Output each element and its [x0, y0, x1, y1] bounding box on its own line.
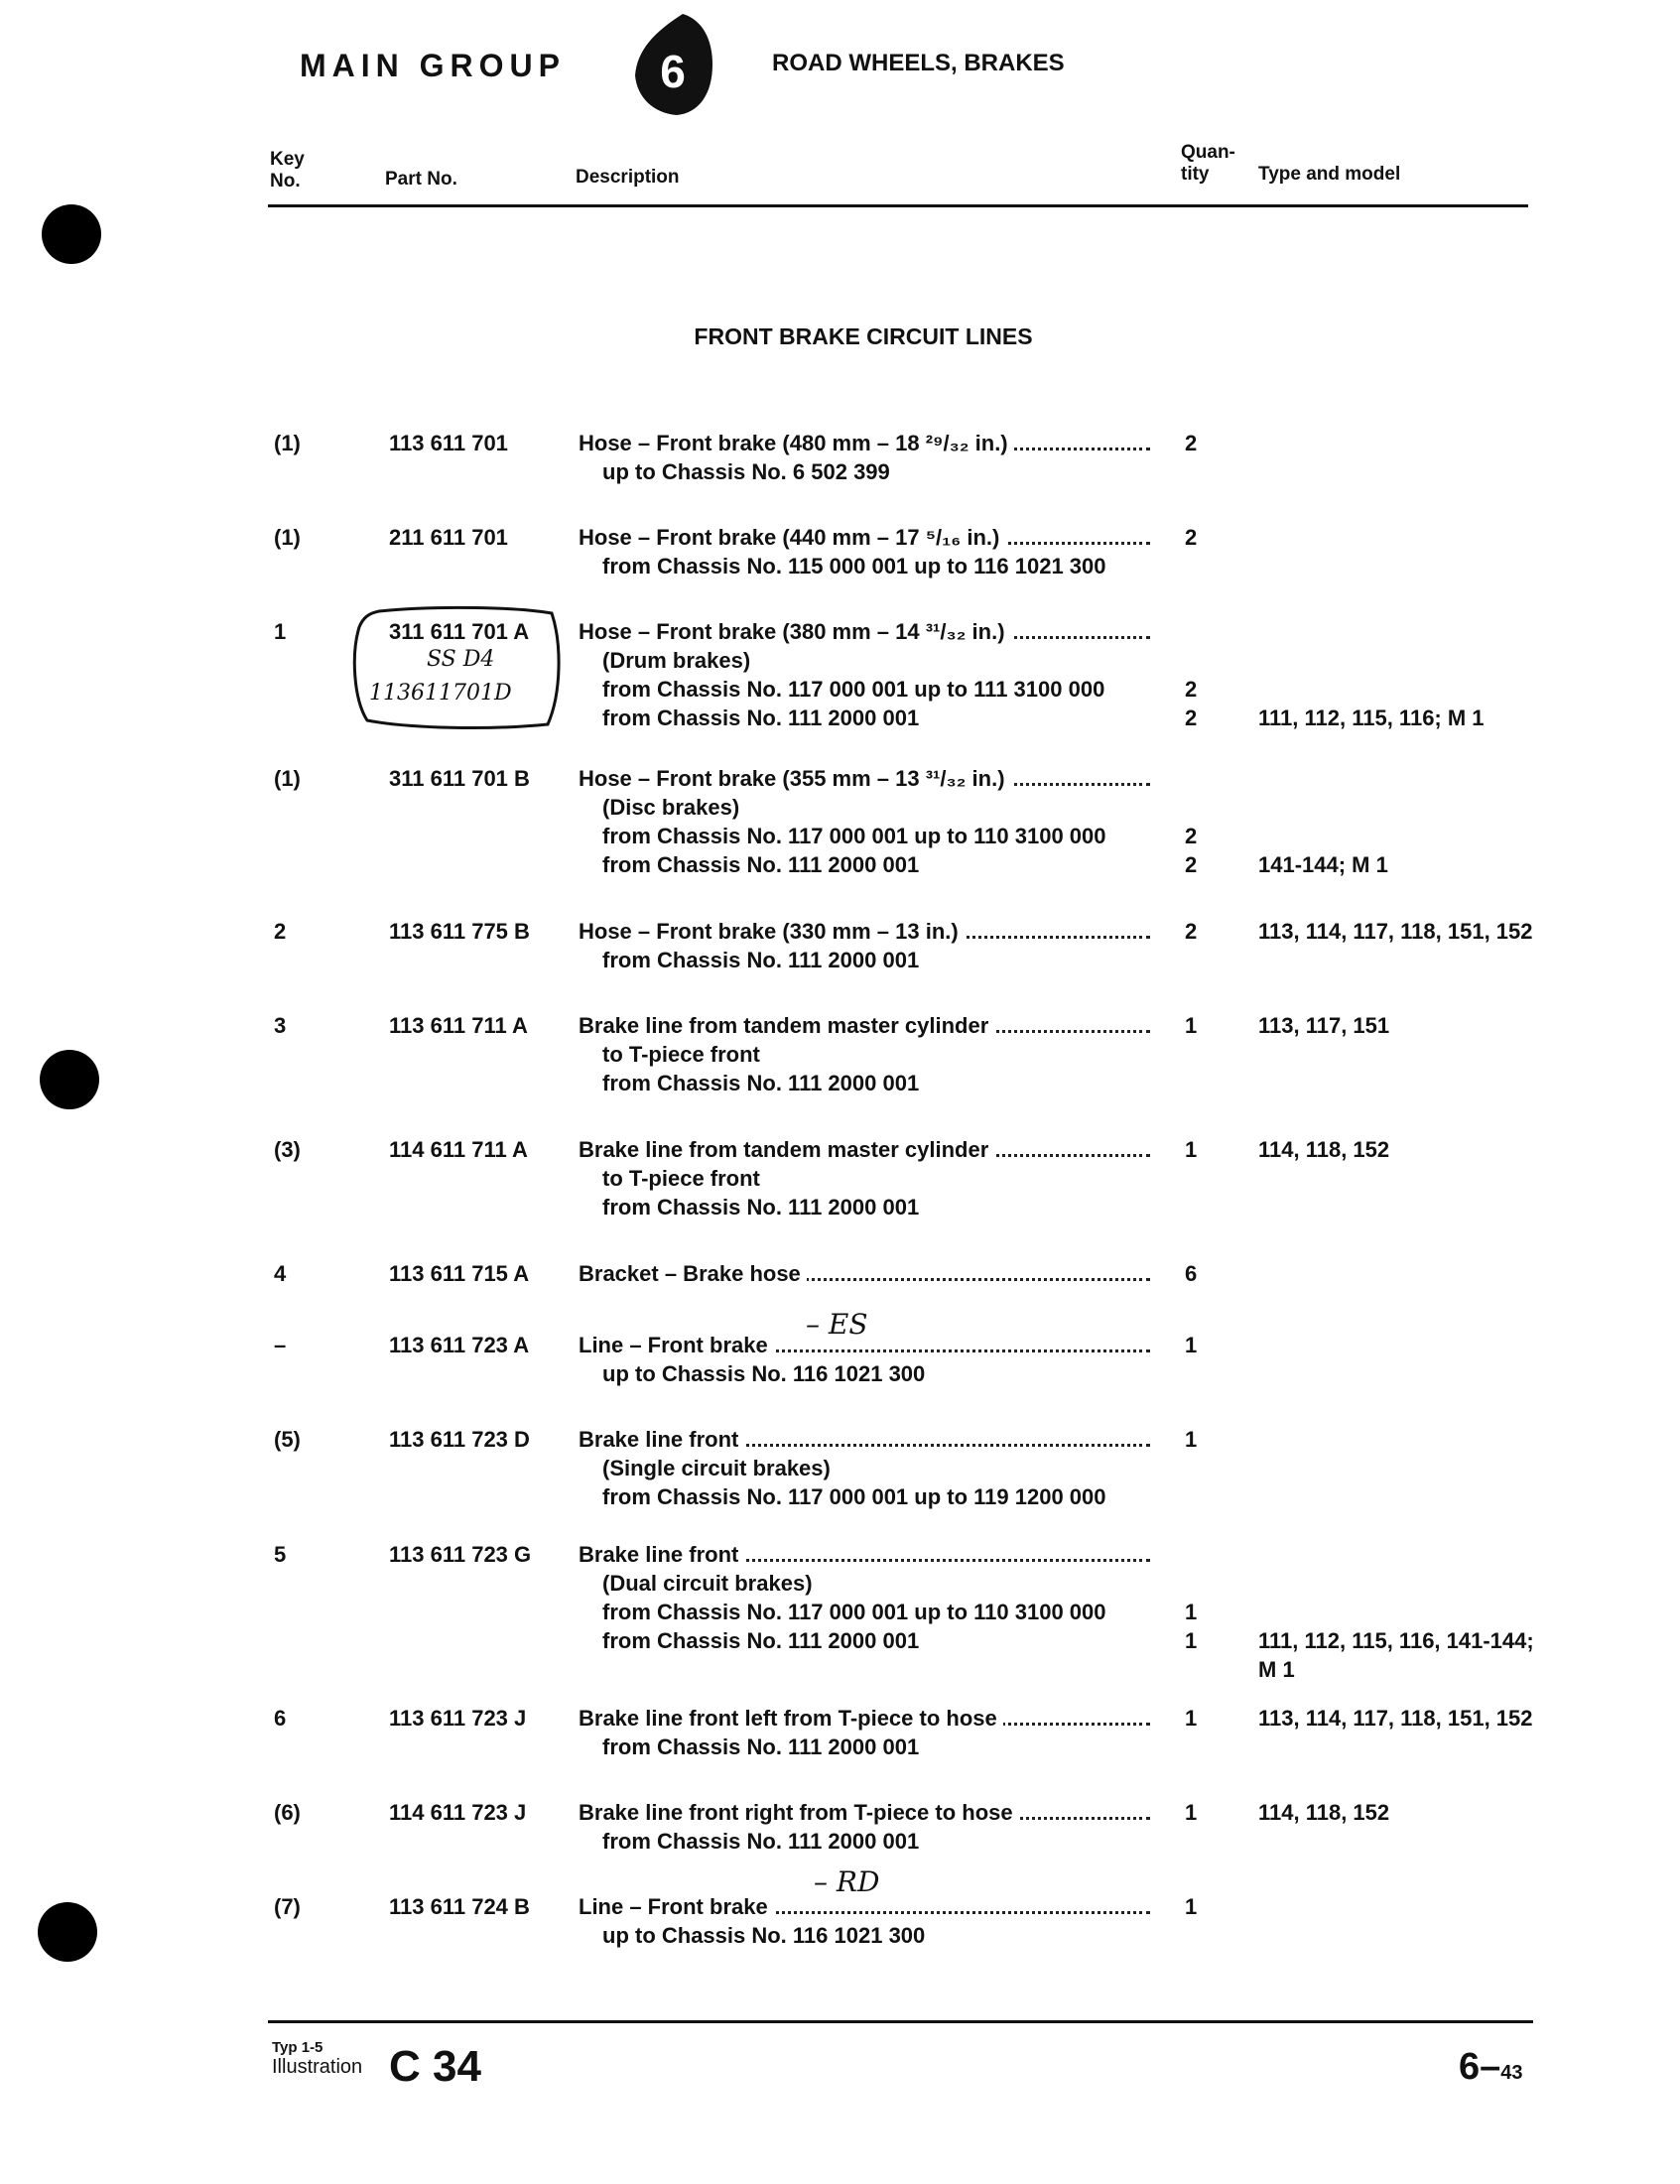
type-model-value: 111, 112, 115, 116, 141-144; [1258, 1628, 1534, 1653]
description-detail [579, 1569, 1154, 1598]
quantity-value: 1 [1185, 1427, 1198, 1452]
type-model [1258, 1892, 1556, 1950]
type-model-value [1258, 1454, 1556, 1482]
description-text: up to Chassis No. 6 502 399 [602, 459, 890, 484]
type-model [1258, 1704, 1556, 1761]
description-text: Hose – Front brake (330 mm – 13 in.) [579, 919, 965, 944]
description-main [579, 617, 1154, 646]
quantity-value [1185, 1359, 1215, 1388]
group-number-badge [633, 10, 714, 117]
type-model-value [1258, 1331, 1556, 1359]
quantity-value: 1 [1185, 1137, 1198, 1162]
description-main [579, 429, 1154, 457]
type-model-value [1258, 1733, 1556, 1761]
quantity-value [1185, 457, 1215, 486]
description-text: from Chassis No. 111 2000 001 [602, 948, 920, 972]
quantity-value [1185, 1454, 1215, 1482]
type-model-value: 113, 117, 151 [1258, 1013, 1390, 1038]
quantity [1185, 429, 1215, 486]
description-text: Brake line from tandem master cylinder [579, 1013, 994, 1038]
type-model [1258, 1425, 1556, 1511]
col-type-model: Type and model [1258, 164, 1401, 185]
key-no: (1) [274, 431, 301, 455]
description-text: Hose – Front brake (380 mm – 14 ³¹/₃₂ in.) [579, 619, 1011, 644]
description [579, 1704, 1154, 1761]
binder-hole-top [42, 204, 101, 264]
description-detail [579, 1069, 1154, 1097]
description-detail [579, 1482, 1154, 1511]
handwritten-note-1: SS D4 [427, 647, 495, 672]
col-description: Description [576, 167, 680, 188]
description-main [579, 1011, 1154, 1040]
quantity-value: 1 [1185, 1800, 1198, 1825]
page-number: 6–43 [1459, 2046, 1523, 2088]
type-model [1258, 1259, 1556, 1288]
type-model-value [1258, 1598, 1556, 1626]
key-no: 3 [274, 1013, 287, 1038]
description [579, 1135, 1154, 1221]
type-model [1258, 1331, 1556, 1388]
quantity [1185, 764, 1215, 879]
type-model [1258, 429, 1556, 486]
part-no: 113 611 775 B [389, 919, 530, 944]
description-text: to T-piece front [602, 1166, 760, 1191]
description-detail [579, 1921, 1154, 1950]
type-model [1258, 523, 1556, 580]
description-main [579, 1798, 1154, 1827]
description [579, 1259, 1154, 1288]
part-no: 113 611 715 A [389, 1261, 530, 1286]
description-detail [579, 793, 1154, 822]
quantity-value [1185, 1921, 1215, 1950]
description-text: from Chassis No. 111 2000 001 [602, 1071, 920, 1095]
part-no: 114 611 723 J [389, 1800, 527, 1825]
type-model [1258, 1798, 1556, 1856]
quantity-value: 1 [1185, 1600, 1198, 1624]
type-model-value [1258, 552, 1556, 580]
description-detail [579, 1454, 1154, 1482]
quantity-value: 2 [1185, 706, 1198, 730]
quantity-value [1185, 1733, 1215, 1761]
description-text: Brake line front left from T-piece to hose [579, 1706, 1003, 1731]
key-no: (1) [274, 766, 301, 791]
description [579, 523, 1154, 580]
type-model [1258, 617, 1556, 732]
description-text: from Chassis No. 111 2000 001 [602, 706, 920, 730]
description [579, 1540, 1154, 1655]
key-no: (3) [274, 1137, 301, 1162]
description-detail [579, 1040, 1154, 1069]
description-text: Line – Front brake [579, 1894, 774, 1919]
description-detail [579, 1827, 1154, 1856]
part-no: 114 611 711 A [389, 1137, 528, 1162]
type-model-value [1258, 822, 1556, 850]
type-model [1258, 1011, 1556, 1097]
type-model-value [1258, 1482, 1556, 1511]
handwritten-note-2: 113611701D [369, 681, 512, 706]
description [579, 1892, 1154, 1950]
footer-typ: Typ 1-5 [272, 2039, 323, 2056]
quantity-value [1185, 1569, 1215, 1598]
description-main [579, 1704, 1154, 1733]
group-badge-shape [633, 10, 714, 117]
description-detail [579, 457, 1154, 486]
description-text: (Drum brakes) [602, 648, 751, 673]
quantity-value [1185, 1482, 1215, 1511]
quantity [1185, 1011, 1215, 1097]
quantity-value [1185, 946, 1215, 974]
type-model [1258, 1540, 1556, 1684]
description-text: to T-piece front [602, 1042, 760, 1067]
key-no: (5) [274, 1427, 301, 1452]
key-no: (7) [274, 1894, 301, 1919]
type-model-value: 114, 118, 152 [1258, 1800, 1390, 1825]
description [579, 1425, 1154, 1511]
quantity-value: 1 [1185, 1628, 1198, 1653]
description-text: from Chassis No. 111 2000 001 [602, 1628, 920, 1653]
description-text: from Chassis No. 117 000 001 up to 110 3100 000 [602, 824, 1106, 848]
quantity-value [1185, 764, 1215, 793]
quantity-value: 1 [1185, 1013, 1198, 1038]
quantity-value: 2 [1185, 677, 1198, 702]
description-text: from Chassis No. 115 000 001 up to 116 1021 300 [602, 554, 1106, 578]
quantity-value [1185, 1164, 1215, 1193]
type-model-value [1258, 1069, 1556, 1097]
description-main [579, 1259, 1154, 1288]
footer-illustration-label: Illustration [272, 2056, 363, 2078]
quantity-value: 2 [1185, 525, 1198, 550]
type-model-value [1258, 764, 1556, 793]
quantity-value: 2 [1185, 852, 1198, 877]
type-model-value [1258, 1569, 1556, 1598]
type-model-value [1258, 457, 1556, 486]
description-text: Brake line from tandem master cylinder [579, 1137, 994, 1162]
description-text: Hose – Front brake (480 mm – 18 ²⁹/₃₂ in.) [579, 431, 1014, 455]
description-text: up to Chassis No. 116 1021 300 [602, 1361, 926, 1386]
quantity-value: 1 [1185, 1894, 1198, 1919]
description-text: from Chassis No. 111 2000 001 [602, 1734, 920, 1759]
quantity-value: 1 [1185, 1706, 1198, 1731]
part-no: 113 611 723 G [389, 1542, 532, 1567]
type-model-value [1258, 646, 1556, 675]
description-text: Bracket – Brake hose [579, 1261, 807, 1286]
description-detail [579, 1193, 1154, 1221]
quantity-value [1185, 1069, 1215, 1097]
quantity [1185, 1704, 1215, 1761]
type-model-value [1258, 1425, 1556, 1454]
quantity-value: 1 [1185, 1333, 1198, 1357]
type-model-value [1258, 1193, 1556, 1221]
section-title: FRONT BRAKE CIRCUIT LINES [694, 323, 1033, 349]
part-no: 113 611 724 B [389, 1894, 530, 1919]
description-text: up to Chassis No. 116 1021 300 [602, 1923, 926, 1948]
description-detail [579, 552, 1154, 580]
quantity-value: 2 [1185, 824, 1198, 848]
quantity [1185, 1425, 1215, 1511]
description-detail [579, 850, 1154, 879]
description-detail [579, 675, 1154, 704]
description-text: Brake line front right from T-piece to hose [579, 1800, 1019, 1825]
type-model-value: 111, 112, 115, 116; M 1 [1258, 706, 1485, 730]
key-no: – [274, 1333, 287, 1357]
type-model-value: M 1 [1258, 1657, 1295, 1682]
type-model-value [1258, 1540, 1556, 1569]
quantity [1185, 1540, 1215, 1655]
section-heading: ROAD WHEELS, BRAKES [772, 50, 1065, 76]
type-model-value [1258, 1892, 1556, 1921]
handwritten-note-rd: – RD [814, 1865, 880, 1898]
type-model-value: 113, 114, 117, 118, 151, 152 [1258, 1706, 1533, 1731]
description-text: Hose – Front brake (440 mm – 17 ⁵/₁₆ in.) [579, 525, 1005, 550]
quantity-value [1185, 1040, 1215, 1069]
type-model-value [1258, 429, 1556, 457]
description-text: (Dual circuit brakes) [602, 1571, 813, 1596]
part-no: 113 611 723 J [389, 1706, 527, 1731]
description-text: from Chassis No. 111 2000 001 [602, 1195, 920, 1220]
quantity-value [1185, 1193, 1215, 1221]
description-main [579, 1540, 1154, 1569]
description-text: Line – Front brake [579, 1333, 774, 1357]
key-no: 4 [274, 1261, 287, 1286]
part-no: 311 611 701 B [389, 766, 530, 791]
description-text: Hose – Front brake (355 mm – 13 ³¹/₃₂ in.) [579, 766, 1011, 791]
key-no: 6 [274, 1706, 287, 1731]
description-text: (Disc brakes) [602, 795, 740, 820]
quantity-value [1185, 552, 1215, 580]
quantity-value [1185, 1827, 1215, 1856]
description [579, 764, 1154, 879]
description-detail [579, 646, 1154, 675]
key-no: (6) [274, 1800, 301, 1825]
description-text: from Chassis No. 117 000 001 up to 110 3100 000 [602, 1600, 1106, 1624]
description-text: from Chassis No. 111 2000 001 [602, 1829, 920, 1854]
binder-hole-middle [40, 1050, 99, 1109]
main-group-title: MAIN GROUP [300, 48, 566, 83]
type-model-value [1258, 523, 1556, 552]
type-model-value [1258, 1259, 1556, 1288]
type-model [1258, 1135, 1556, 1221]
description-text: Brake line front [579, 1427, 744, 1452]
description-text: (Single circuit brakes) [602, 1456, 831, 1480]
quantity [1185, 1798, 1215, 1856]
quantity [1185, 1331, 1215, 1388]
description-text: from Chassis No. 117 000 001 up to 119 1200 000 [602, 1484, 1106, 1509]
description [579, 917, 1154, 974]
key-no: (1) [274, 525, 301, 550]
description-main [579, 1135, 1154, 1164]
quantity-value [1185, 793, 1215, 822]
type-model-value: 141-144; M 1 [1258, 852, 1388, 877]
quantity [1185, 1259, 1215, 1288]
description-detail [579, 822, 1154, 850]
binder-hole-bottom [38, 1902, 97, 1962]
part-no: 113 611 723 A [389, 1333, 530, 1357]
description-detail [579, 1598, 1154, 1626]
col-quantity: Quan- tity [1181, 142, 1235, 185]
description-text: Brake line front [579, 1542, 744, 1567]
quantity [1185, 917, 1215, 974]
description [579, 1798, 1154, 1856]
type-model-value [1258, 1827, 1556, 1856]
footer-illustration-code: C 34 [389, 2042, 481, 2091]
col-key-no: Key No. [270, 149, 305, 192]
type-model-value [1258, 1921, 1556, 1950]
part-no: 113 611 701 [389, 431, 508, 455]
footer-rule [268, 2020, 1533, 2023]
quantity-value [1185, 617, 1215, 646]
type-model-value: 113, 114, 117, 118, 151, 152 [1258, 919, 1533, 944]
group-number: 6 [660, 46, 686, 97]
description-detail [579, 1626, 1154, 1655]
description [579, 429, 1154, 486]
quantity-value [1185, 1540, 1215, 1569]
key-no: 1 [274, 619, 287, 644]
description-detail [579, 1733, 1154, 1761]
handwritten-note-es: – ES [806, 1308, 868, 1341]
description-detail [579, 1164, 1154, 1193]
quantity [1185, 617, 1215, 732]
description-detail [579, 946, 1154, 974]
type-model-value [1258, 1040, 1556, 1069]
part-no: 113 611 711 A [389, 1013, 528, 1038]
type-model-value [1258, 675, 1556, 704]
type-model-value [1258, 793, 1556, 822]
quantity-value: 2 [1185, 431, 1198, 455]
part-no: 311 611 701 A [389, 619, 530, 644]
description-main [579, 917, 1154, 946]
description [579, 617, 1154, 732]
description-detail [579, 1359, 1154, 1388]
type-model-value [1258, 1164, 1556, 1193]
quantity [1185, 1135, 1215, 1221]
description-text: from Chassis No. 117 000 001 up to 111 3100 000 [602, 677, 1105, 702]
type-model-value [1258, 1359, 1556, 1388]
description-main [579, 1425, 1154, 1454]
quantity-value: 2 [1185, 919, 1198, 944]
quantity [1185, 523, 1215, 580]
description-main [579, 523, 1154, 552]
type-model-value: 114, 118, 152 [1258, 1137, 1390, 1162]
header-rule [268, 204, 1528, 207]
col-part-no: Part No. [385, 169, 457, 190]
type-model [1258, 764, 1556, 879]
quantity-value: 6 [1185, 1261, 1198, 1286]
part-no: 211 611 701 [389, 525, 508, 550]
description-text: from Chassis No. 111 2000 001 [602, 852, 920, 877]
type-model-value [1258, 617, 1556, 646]
quantity-value [1185, 646, 1215, 675]
type-model-value [1258, 946, 1556, 974]
type-model [1258, 917, 1556, 974]
part-no: 113 611 723 D [389, 1427, 530, 1452]
key-no: 2 [274, 919, 287, 944]
key-no: 5 [274, 1542, 287, 1567]
quantity [1185, 1892, 1215, 1950]
description [579, 1011, 1154, 1097]
description-main [579, 764, 1154, 793]
description-detail [579, 704, 1154, 732]
